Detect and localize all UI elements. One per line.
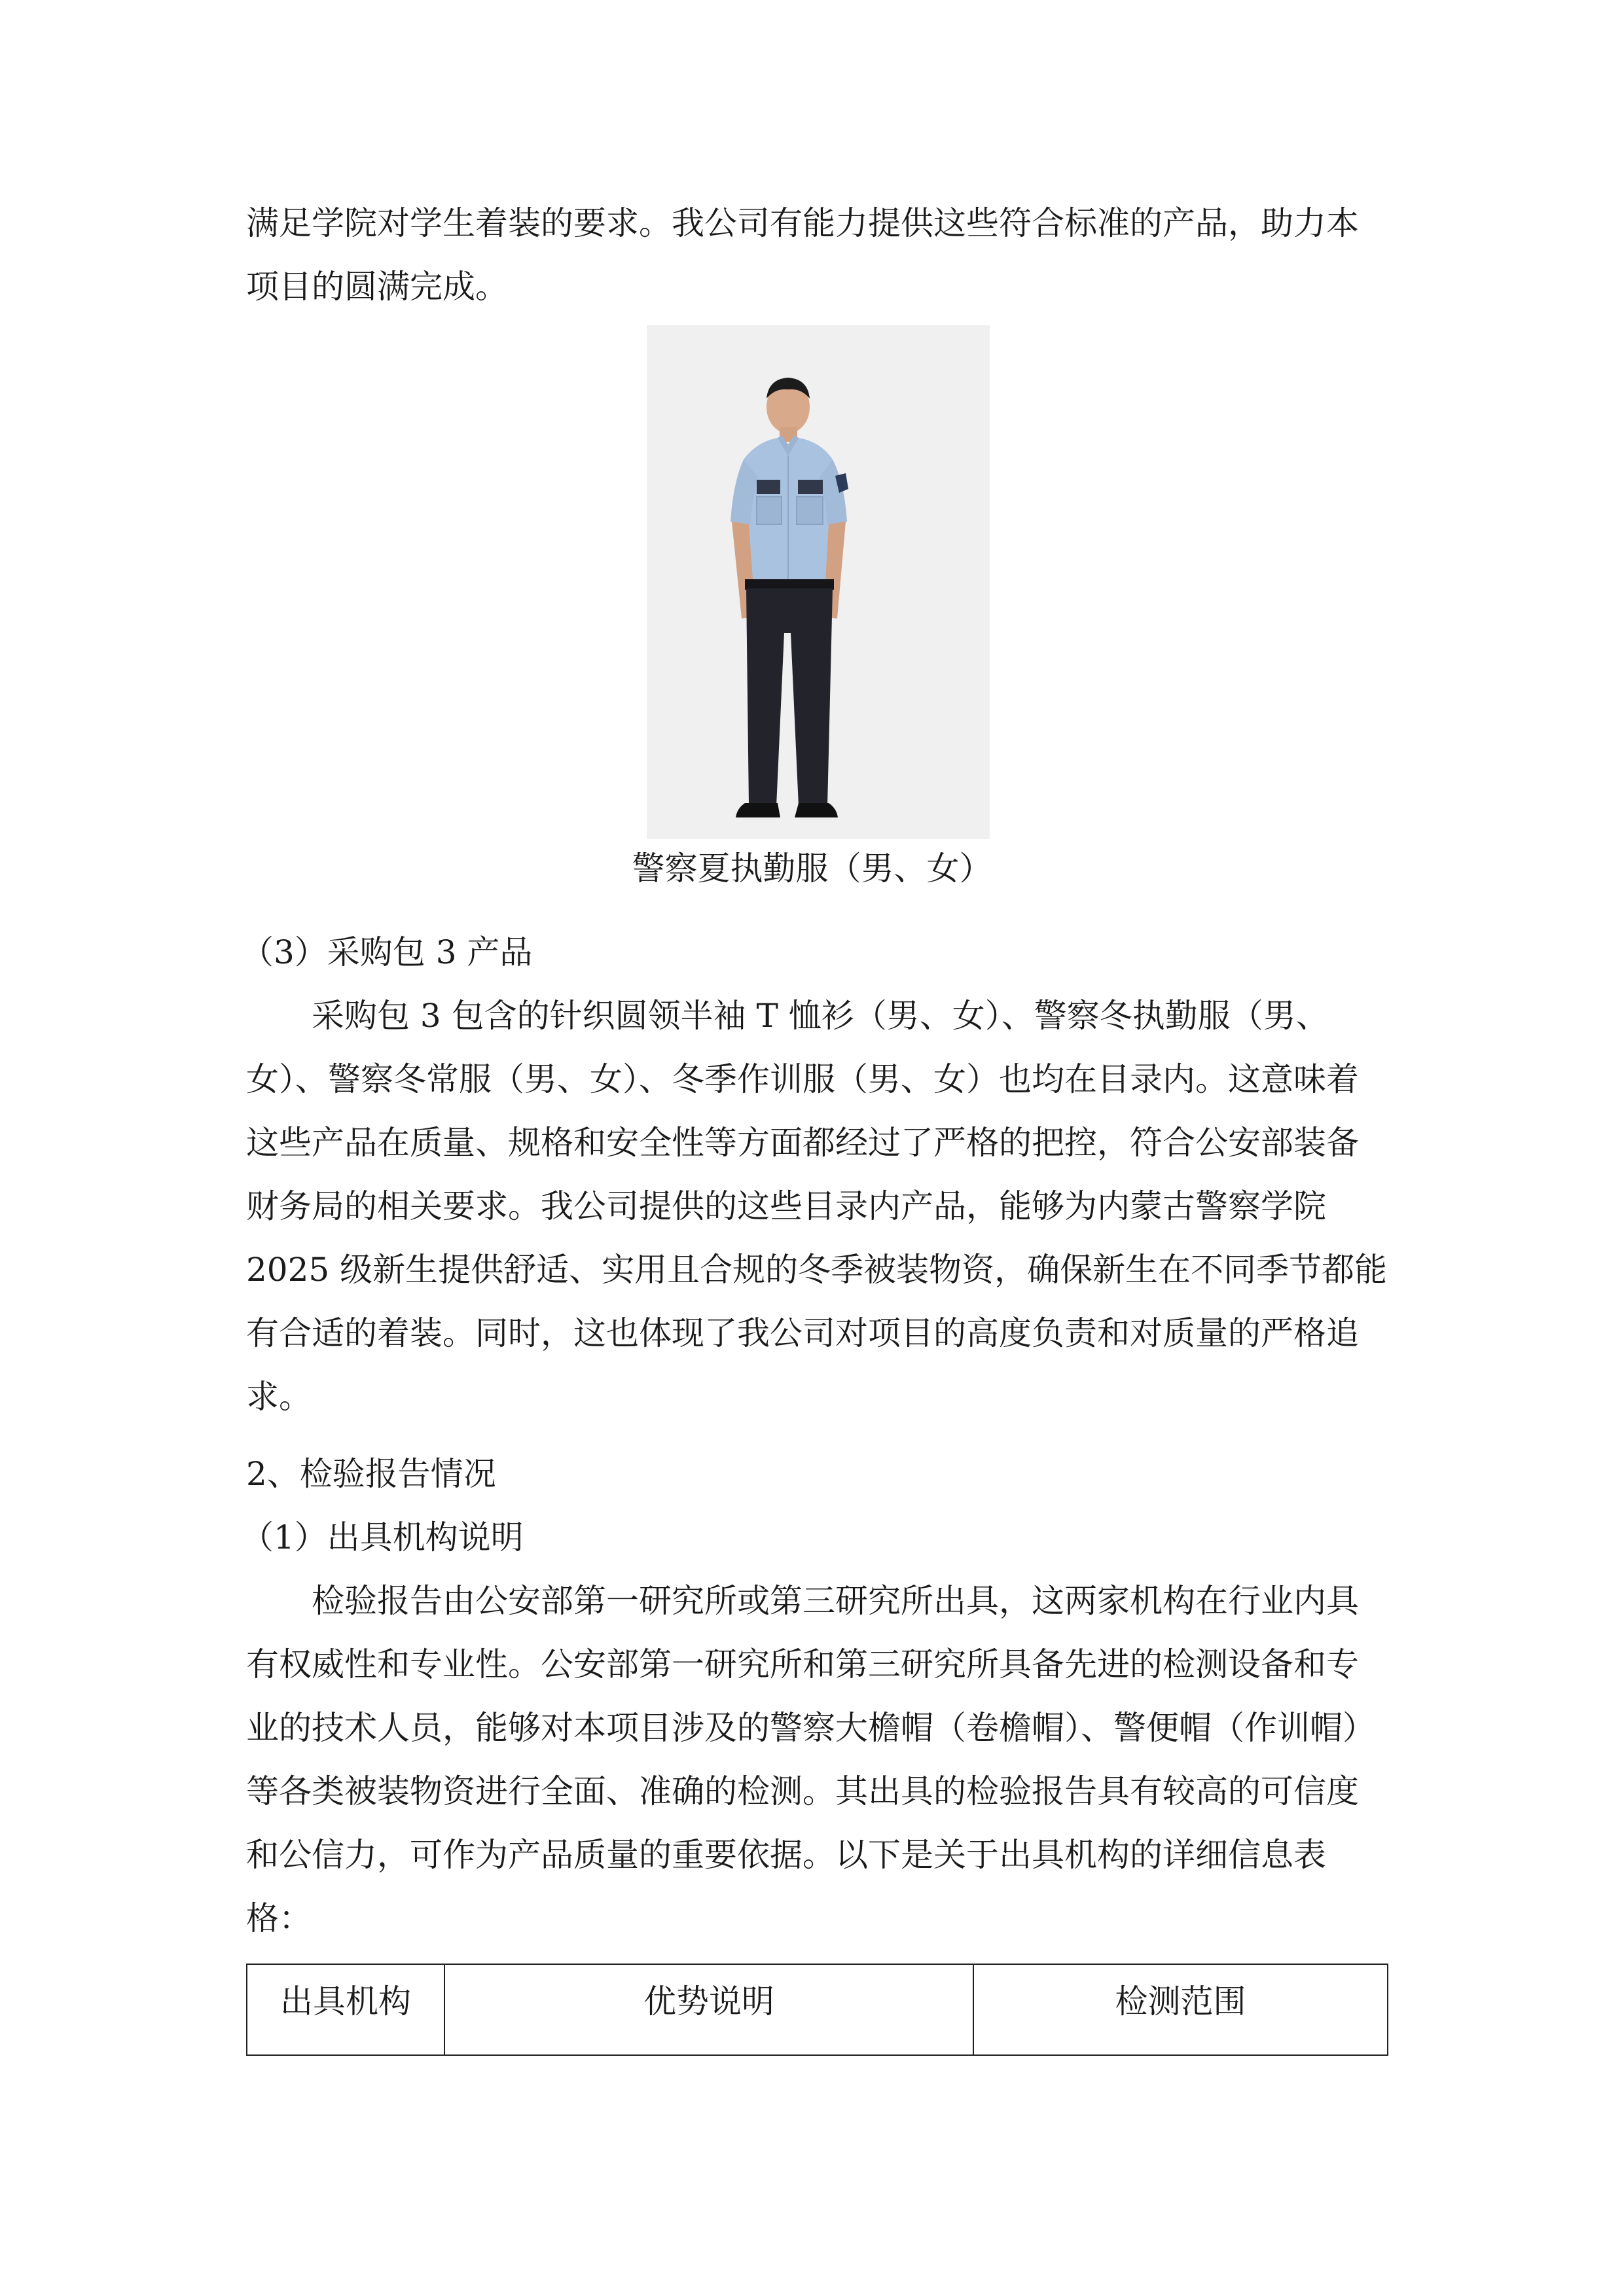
- section-3-paragraph: 采购包 3 包含的针织圆领半袖 T 恤衫（男、女）、警察冬执勤服（男、女）、警察冬常服（男、女）、冬季作训服（男、女）也均在目录内。这意味着这些产品在质量、规格和安全性等方面都经过了严格的把控，符合公安部装备财务局的相关要求。我公司提供的这些目录内产品，能够为内蒙古警察学院 2025 级新生提供舒适、实用且合规的冬季被装物资，确保新生在不同季节都能有合适的着装。同时，这也体现了我公司对项目的高度负责和对质量的严格追求。: [246, 997, 1388, 1416]
- section-3-heading: （3）采购包 3 产品: [241, 933, 533, 971]
- uniform-photo: [647, 325, 990, 839]
- table-header-advantages: 优势说明: [444, 1964, 973, 2055]
- section-2-paragraph: 检验报告由公安部第一研究所或第三研究所出具，这两家机构在行业内具有权威性和专业性。公安部第一研究所和第三研究所具备先进的检测设备和专业的技术人员，能够对本项目涉及的警察大檐帽（卷檐帽）、警便帽（作训帽）等各类被装物资进行全面、准确的检测。其出具的检验报告具有较高的可信度和公信力，可作为产品质量的重要依据。以下是关于出具机构的详细信息表格：: [246, 1582, 1375, 1937]
- institution-table: [246, 1964, 1388, 2056]
- table-header-institution: 出具机构: [247, 1964, 444, 2055]
- table-header-row: [247, 1964, 1388, 2055]
- section-2-subheading: （1）出具机构说明: [241, 1518, 524, 1556]
- figure-caption: 警察夏执勤服（男、女）: [632, 850, 992, 888]
- section-2-heading: 2、检验报告情况: [246, 1455, 496, 1493]
- intro-line-1: 满足学院对学生着装的要求。我公司有能力提供这些符合标准的产品，助力本: [246, 204, 1359, 242]
- intro-line-2: 项目的圆满完成。: [246, 268, 508, 306]
- table-header-scope: 检测范围: [973, 1964, 1388, 2055]
